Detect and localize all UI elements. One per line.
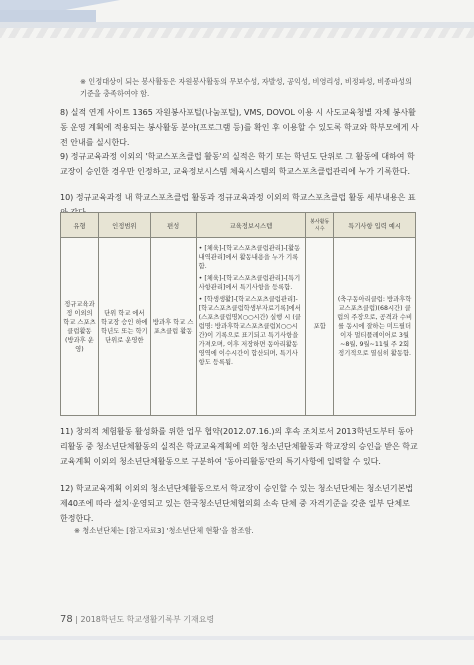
table-row <box>61 238 416 416</box>
page-number: 78 <box>60 614 73 625</box>
page-footer <box>60 614 214 625</box>
note-top: ※ 인정대상이 되는 봉사활동은 자원봉사활동의 무보수성, 자발성, 공익성, 비영리성, 비정파성, 비종파성의 기준을 충족하여야 함. <box>80 77 412 98</box>
item-10: 10) 정규교육과정 내 학교스포츠클럽 활동과 정규교육과정 이외의 학교스포츠클럽 활동 세부내용은 표 <box>60 193 416 202</box>
system-bullet-1: • [체육]-[학교스포츠클럽관리]-[활동내역관리]에서 활동내용을 누가 기록함. <box>198 245 301 270</box>
system-bullet-2: • [체육]-[학교스포츠클럽관리]-[특기사항관리]에서 특기사항을 등록함. <box>198 275 301 291</box>
item-12: 12) 학교교육계획 이외의 청소년단체활동으로서 학교장이 승인할 수 있는 청소년단체는 청소년기본법 제40조에 따라 설치·운영되고 있는 한국청소년단체협의회 소속 단체 중 자격기준을 갖춘 일부 단체로 한정한다. <box>60 484 414 523</box>
cell-hours: 포함 <box>306 238 334 416</box>
header-type: 유형 <box>61 213 99 238</box>
header-hours: 봉사활동 시수 <box>306 213 334 238</box>
header-org: 편성 <box>150 213 196 238</box>
cell-example: (축구동아리클럽: 방과후학교스포츠클럽)(68시간) 클럽의 주장으로, 공격과 수비를 동시에 잘하는 미드필더이자 멀티플레이어로 3월~8월, 9월~11월 주 2회 정기적으로 열심히 활동함. <box>334 238 416 416</box>
header-decoration <box>0 0 474 44</box>
header-stripe <box>0 28 474 38</box>
table-header-row <box>61 213 416 238</box>
footer-title: 2018학년도 학교생활기록부 기재요령 <box>80 615 215 624</box>
footer-separator: | <box>75 615 81 624</box>
system-bullet-3: • [학생생활]-[학교스포츠클럽관리]-[학교스포츠클럽학생부자료기록]에서 (스포츠클럽명)(○○시간) 실행 시 (클럽명: 방과후학교스포츠클럽)(○○시간)이 기록으로 표기되고 특기사항을 가져오며, 이후 저장하면 동아리활동 영역에 이수시간이 합산되며, 특기사항도 등록됨. <box>198 296 301 366</box>
activity-table <box>60 212 416 416</box>
note-bottom: ※ 청소년단체는 [참고자료3] '청소년단체 현황'을 참조함. <box>74 526 254 535</box>
footer-line <box>0 636 474 640</box>
item-9: 9) 정규교육과정 이외의 '학교스포츠클럽 활동'의 실적은 학기 또는 학년도 단위로 그 활동에 대하여 학교장이 승인한 경우만 인정하고, 교육정보시스템 체육시스템의 학교스포츠클럽관리에 누가 기록한다. <box>60 152 415 176</box>
cell-type: 정규교육과정 이외의 학교 스포츠 클럽활동 (방과후 운영) <box>61 238 99 416</box>
cell-scope: 단위 학교 에서 학교장 승인 하에 학년도 또는 학기단위로 운영한 <box>98 238 150 416</box>
cell-system <box>196 238 306 416</box>
item-11: 11) 창의적 체험활동 활성화를 위한 업무 협약(2012.07.16.)의 후속 조치로서 2013학년도부터 동아리활동 중 청소년단체활동의 실적은 학교교육계획에 의한 청소년단체활동과 학교장의 승인을 받은 학교교육계획 이외의 청소년단체활동으로 구분하여 '동아리활동'란의 특기사항에 입력할 수 있다. <box>60 427 418 466</box>
item-8: 8) 실적 연계 사이트 1365 자원봉사포털(나눔포털), VMS, DOVOL 이용 시 사도교육청별 자체 봉사활동 운영 계획에 적용되는 봉사활동 분야(프로그램 등)를 확인 후 이용할 수 있도록 학교와 학부모에게 사전 안내를 실시한다. <box>60 108 419 147</box>
cell-org: 방과후 학교 스포츠클럽 활동 <box>150 238 196 416</box>
header-example: 특기사항 입력 예시 <box>334 213 416 238</box>
header-scope: 인정범위 <box>98 213 150 238</box>
header-system: 교육정보시스템 <box>196 213 306 238</box>
